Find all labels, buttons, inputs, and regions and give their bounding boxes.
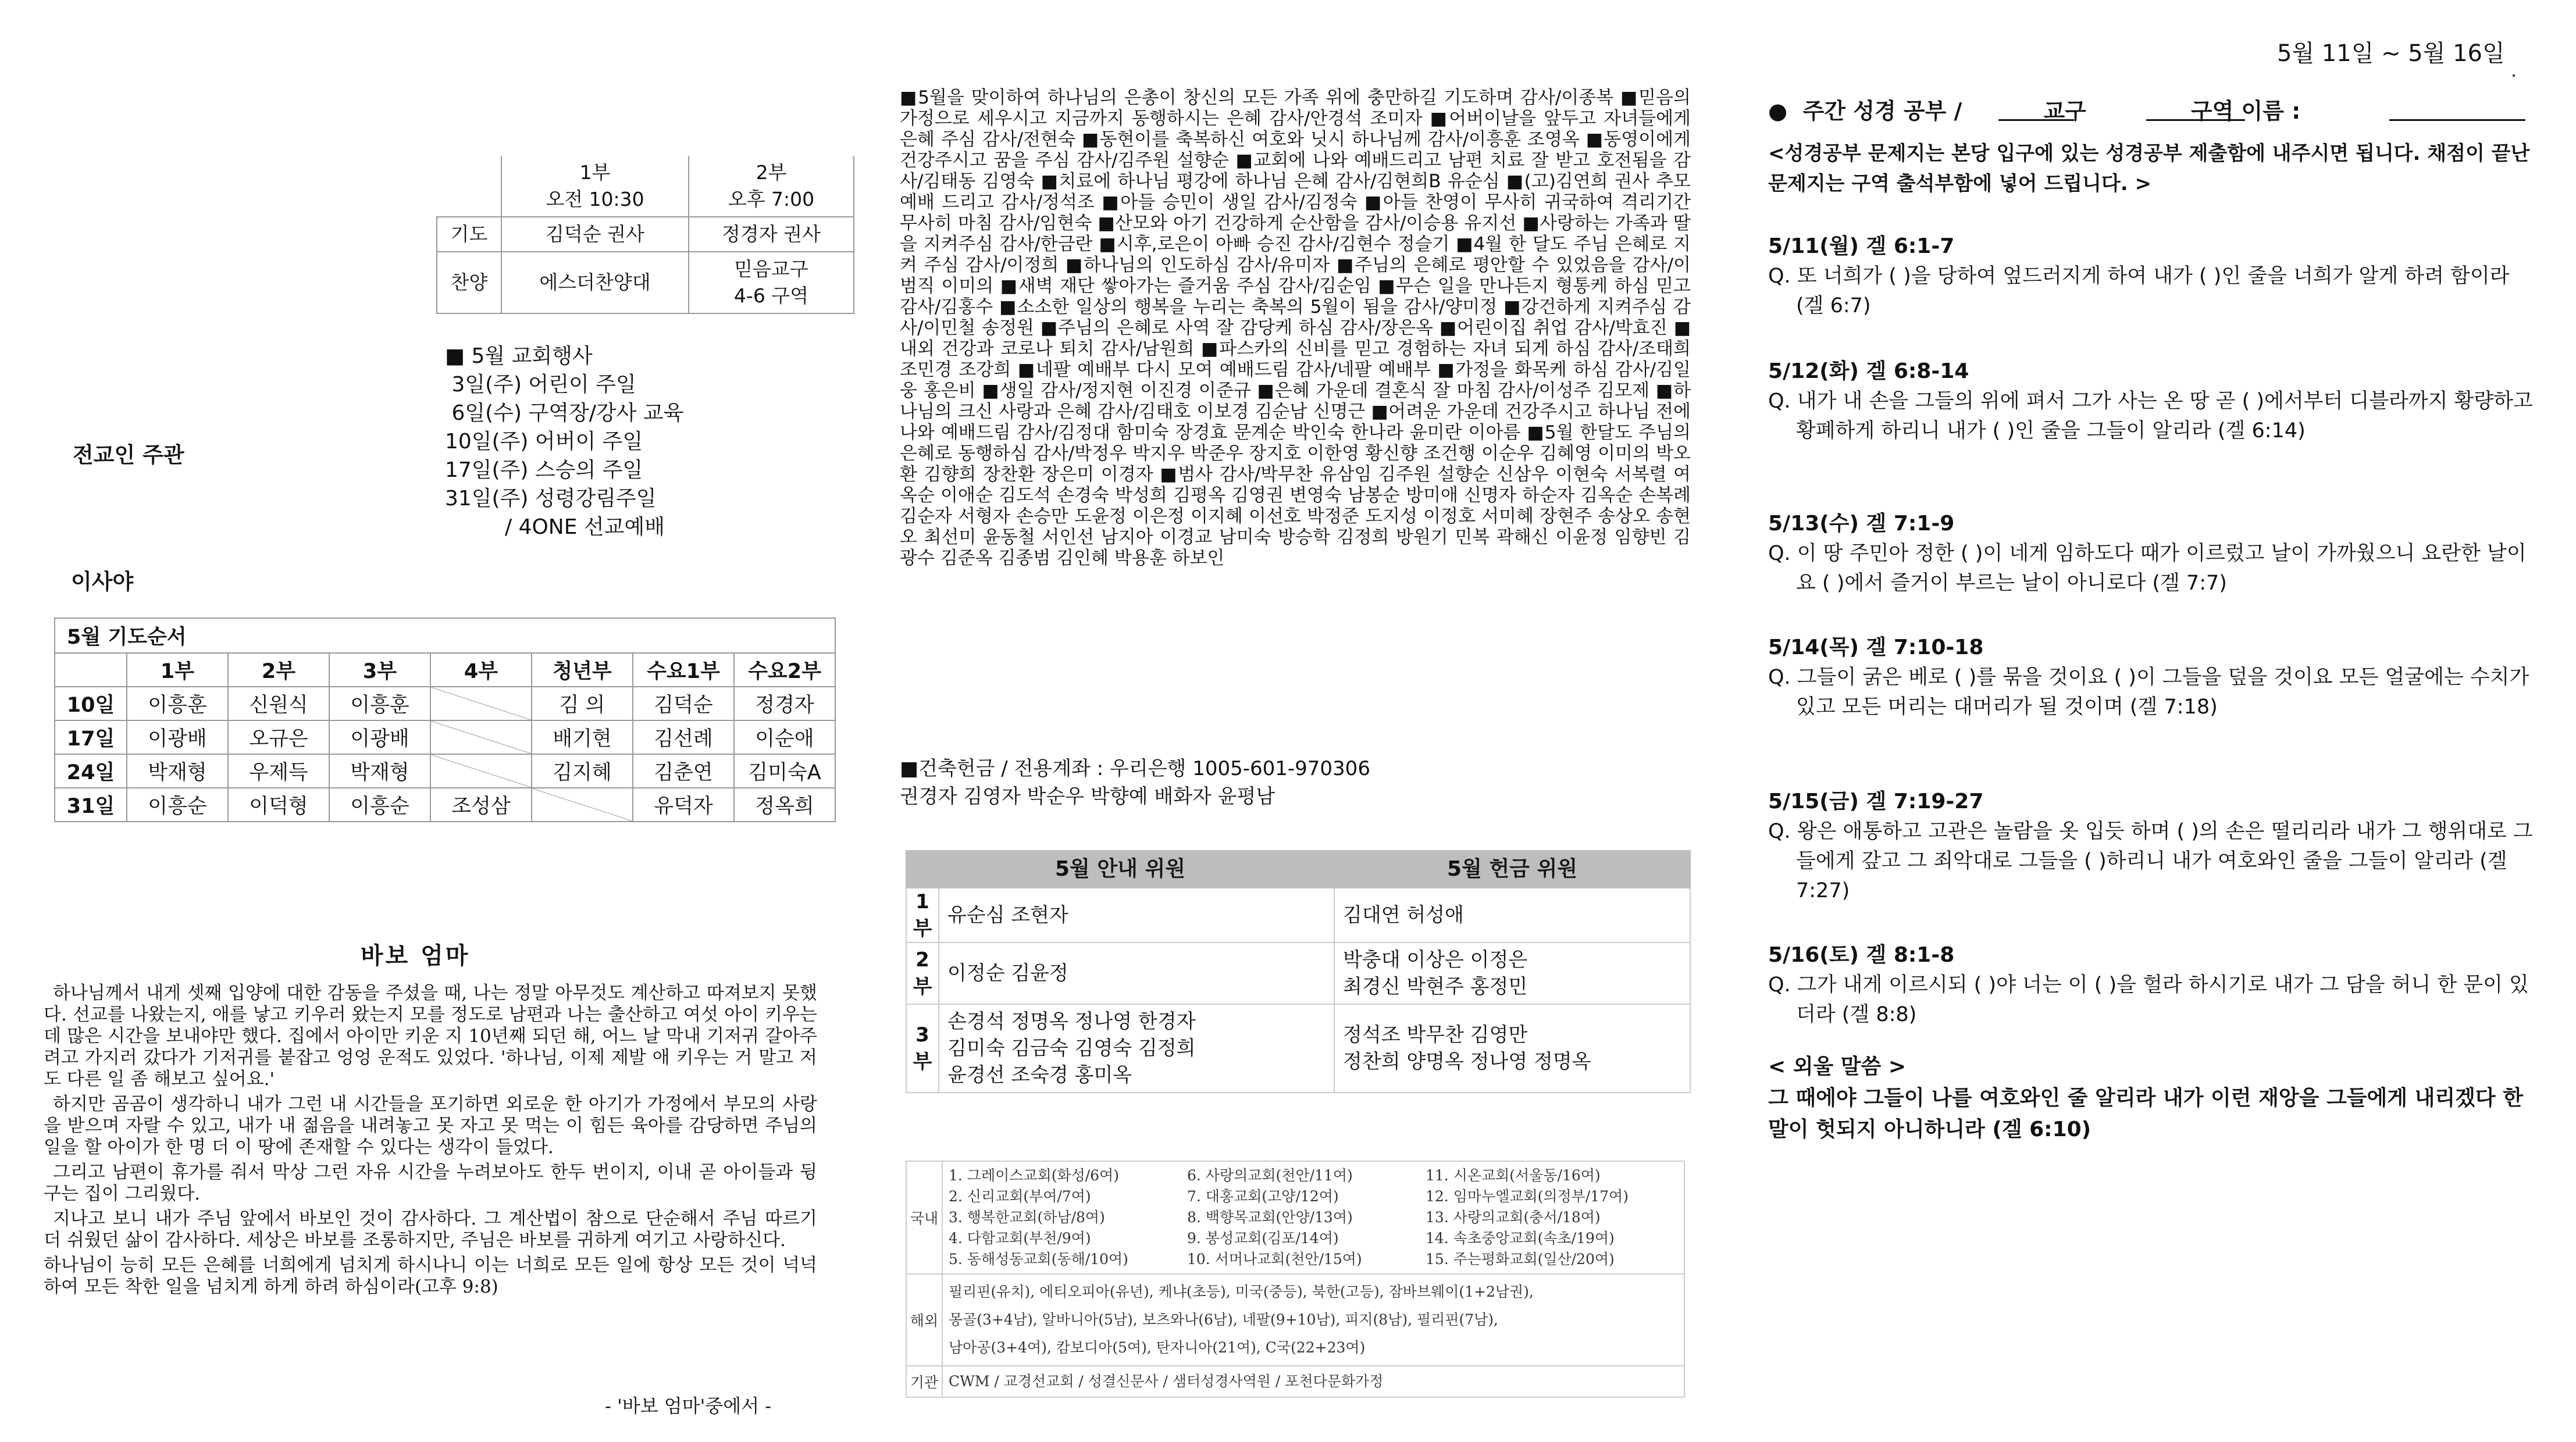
service-cell: 믿음교구 4-6 구역 [689,252,854,313]
missionary-label: 전교인 주관 [73,442,184,467]
table-row: 3부 손경석 정명옥 정나영 한경자 김미숙 김금숙 김영숙 김정희 윤경선 조숙경 홍미옥 정석조 박무찬 김영만 정찬희 양명옥 정나영 정명옥 [906,1004,1690,1093]
thanksgiving-list: ■5월을 맞이하여 하나님의 은총이 창신의 모든 가족 위에 충만하길 기도하며 감사/이종복 ■믿음의 가정으로 세우시고 지금까지 동행하시는 은혜 감사/안경석 조미자 ■어버이날을 앞두고 자녀들에게 은혜 주심 감사/전현숙 ■동현이를 축복하신 여호와 닛시 하나님께 감사/이흥훈 조영옥 ■동영이에게 건강주시고 꿈을 주심 감사/김주원 설향순 ■교회에 나와 예배드리고 남편 치료 잘 받고 호전됨을 감사/김태동 김영숙 ■치료에 하나님 평강에 하나님 은혜 감사/김현희B 유순심 ■(고)김연희 권사 추모예배 드리고 감사/정석조 ■아들 승민이 생일 감사/김정숙 ■아들 찬영이 무사히 귀국하여 격리기간 무사히 마침 감사/임현숙 ■산모와 아기 건강하게 순산함을 감사/이승용 유지선 ■사랑하는 가족과 딸을 지켜주심 감사/한금란 ■시후,로은이 아빠 승진 감사/김현수 정슬기 ■4월 한 달도 주님 은혜로 지켜 주심 감사/이정희 ■하나님의 인도하심 감사/유미자 ■주님의 은혜로 평안할 수 있었음을 감사/이범직 이미의 ■새벽 재단 쌓아가는 즐거움 주심 감사/김순임 ■무슨 일을 만나든지 형통케 하심 믿고 감사/김홍수 ■소소한 일상의 행복을 누리는 축복의 5월이 됨을 감사/양미정 ■강건하게 지켜주심 감사/이민철 송정원 ■주님의 은혜로 사역 잘 감당케 하심 감사/장은옥 ■어린이집 취업 감사/박효진 ■내외 건강과 코로나 퇴치 감사/남원희 ■파스카의 신비를 믿고 경험하는 자녀 되게 하심 감사/조태희 조민경 조강희 ■네팔 예배부 다시 모여 예배드림 감사/네팔 예배부 ■가정을 화목케 하심 감사/김일웅 홍은비 ■생일 감사/정지현 이진경 이준규 ■은혜 가운데 결혼식 잘 마침 감사/이성주 김모제 ■하나님의 크신 사랑과 은혜 감사/김태호 이보경 김순남 신명근 ■어려운 가운데 건강주시고 하나님 전에 나와 예배드림 감사/김정대 함미숙 장경효 문계순 박인숙 한나라 윤미란 이아름 ■5월 한달도 주님의 은혜로 동행하심 감사/박정우 박지우 박준우 장지호 이한영 황신향 조건행 이순우 김혜영 이미의 박오환 김향희 장찬환 장은미 이경자 ■범사 감사/박무찬 유삼임 김주원 설향순 신삼우 이현숙 서복렬 여옥순 이애순 김도석 손경숙 박성희 김평옥 김영권 변영숙 남봉순 방미애 신명자 하순자 김옥순 손복례 김순자 서형자 손승만 도윤정 이은정 이지혜 이선호 박정준 도지성 이정호 서미혜 장현주 송상오 송현오 최선미 윤동철 서인선 남지아 이경교 남미숙 방승학 김정희 방원기 민복 곽해신 이윤정 임향빈 김광수 김준옥 김종범 김인혜 박용훈 하보인 [900,87,1691,569]
study-day [1768,938,2536,1030]
guyeok-blank[interactable] [2146,119,2245,121]
table-row: 기관 CWM / 교경선교회 / 성결신문사 / 샘터성경사역원 / 포천다문화가정 [906,1366,1684,1397]
committee-table [906,850,1691,1093]
study-day [1768,631,2536,722]
building-offering [900,755,1370,811]
service-part-2: 2부 오후 7:00 [689,156,854,217]
event-line: 31일(주) 성령강림주일 [445,487,657,511]
essay-paragraph: 하나님께서 내게 셋째 입양에 대한 감동을 주셨을 때, 나는 정말 아무것도 계산하고 따져보지 못했다. 선교를 나왔는지, 애를 낳고 키우러 왔는지 모를 정도로 남편과 나는 출산하고 여섯 아이 키우는 데 많은 시간을 보내야만 했다. 집에서 아이만 키운 지 10년째 되던 해, 어느 날 막내 기저귀 갈아주려고 가지러 갔다가 기저귀를 붙잡고 엉엉 운적도 있었다. '하나님, 이제 제발 애 키우는 거 말고 저도 다른 일 좀 해보고 싶어요.' [44,983,817,1090]
table-row: 10일 이흥훈 신원식 이흥훈 김 의 김덕순 정경자 [55,687,835,720]
study-question: Q. 또 너희가 ( )을 당하여 엎드러지게 하여 내가 ( )인 줄을 너희가 알게 하려 함이라 (겔 6:7) [1768,265,2510,317]
study-question: Q. 그가 내게 이르시되 ( )야 너는 이 ( )을 헐라 하시기로 내가 그 담을 허니 한 문이 있더라 (겔 8:8) [1768,973,2529,1026]
study-day [1768,785,2536,906]
study-question: Q. 그들이 굵은 베로 ( )를 묶을 것이요 ( )이 그들을 덮을 것이요 모든 얼굴에는 수치가 있고 모든 머리는 대머리가 될 것이며 (겔 7:18) [1768,666,2529,719]
essay-paragraph: 지나고 보니 내가 주님 앞에서 바보인 것이 감사하다. 그 계산법이 참으로 단순해서 주님 따르기 더 쉬웠던 삶이 감사하다. 세상은 바보를 조롱하지만, 주님은 바보를 귀하게 여기고 사랑하신다. [44,1208,817,1251]
essay-title: 바보 엄마 [361,943,471,969]
prayer-title: 5월 기도순서 [55,618,835,653]
usher-header: 5월 안내 위원 [906,851,1334,888]
service-table [436,156,854,314]
event-line: 3일(주) 어린이 주일 [445,373,636,397]
essay-paragraph: 그리고 남편이 휴가를 줘서 막상 그런 자유 시간을 누려보아도 한두 번이지, 이내 곧 아이들과 뒹구는 집이 그리웠다. [44,1162,817,1204]
building-donors: 권경자 김영자 박순우 박향예 배화자 윤평남 [900,785,1275,808]
church-events [445,342,683,541]
events-title: ■ 5월 교회행사 [445,344,593,368]
moving-label: 이사야 [71,569,134,594]
study-day-title: 5/13(수) 겔 7:1-9 [1768,512,1955,536]
study-day-title: 5/11(월) 겔 6:1-7 [1768,234,1955,258]
event-line: 6일(수) 구역장/강사 교육 [445,401,684,425]
study-question: Q. 왕은 애통하고 고관은 놀람을 옷 입듯 하며 ( )의 손은 떨리리라 내가 그 행위대로 그들에게 갚고 그 죄악대로 그들을 ( )하리니 내가 여호와인 줄을 그들이 알리라 (겔 7:27) [1768,820,2533,902]
study-day [1768,507,2536,598]
essay-paragraph: 하지만 곰곰이 생각하니 내가 그런 내 시간들을 포기하면 외로운 한 아기가 가정에서 부모의 사랑을 받으며 자랄 수 있고, 내가 내 젊음을 내려놓고 못 자고 못 먹는 이 힘든 육아를 감당하면 주님의 일을 할 아이가 한 명 더 이 땅에 존재할 수 있다는 생각이 들었다. [44,1094,817,1158]
table-row: 1부 유순심 조현자 김대연 허성애 [906,888,1690,943]
name-blank[interactable] [2389,119,2525,121]
study-day-title: 5/15(금) 겔 7:19-27 [1768,790,1984,813]
table-row: 31일 이흥순 이덕형 이흥순 조성삼 유덕자 정옥희 [55,788,835,822]
service-cell: 정경자 권사 [689,217,854,252]
study-day [1768,355,2536,446]
study-day-title: 5/14(목) 겔 7:10-18 [1768,636,1984,659]
table-row: 국내 1. 그레이스교회(화성/6여) 2. 신리교회(부여/7여) 3. 행복한교회(하남/8여) 4. 다함교회(부천/9여) 5. 동해성동교회(동해/10여) 6. 사랑의교회(천안/11여) 7. 대홍교회(고양/12여) 8. 백향목교회(안양/13여) 9. 봉성교회(김포/14여) 10. 서머나교회(천안/15여) 11. 시온교회(서울동/16여) 12. 임마누엘교회(의정부/17여) 13. 사랑의교회(충서/18여) 14. 속초중앙교회(속초/19여) 15. 주는평화교회(일산/20여) [906,1161,1684,1274]
bible-study-heading: ● 주간 성경 공부 / 교구 구역 이름 : [1768,98,2301,124]
table-row: 24일 박재형 우제득 박재형 김지혜 김춘연 김미숙A [55,754,835,788]
service-row-label: 찬양 [437,252,501,313]
gyogu-blank[interactable] [1998,119,2074,121]
study-day-title: 5/12(화) 겔 6:8-14 [1768,359,1969,383]
table-row: 해외 필리핀(유치), 에티오피아(유년), 케냐(초등), 미국(중등), 북한(고등), 잠바브웨이(1+2남권), 몽골(3+4남), 알바니아(5남), 보츠와나(6남), 네팔(9+10남), 피지(8남), 필리핀(7남), 남아공(3+4여), 캄보디아(5여), 탄자니아(21여), C국(22+23여) [906,1274,1684,1366]
date-range: 5월 11일 ~ 5월 16일 [2277,40,2505,67]
event-line: 10일(주) 어버이 주일 [445,430,643,454]
service-cell: 김덕순 권사 [501,217,689,252]
study-question: Q. 내가 내 손을 그들의 위에 펴서 그가 사는 온 땅 곧 ( )에서부터 디블라까지 황량하고 황폐하게 하리니 내가 ( )인 줄을 그들이 알리라 (겔 6:14) [1768,390,2533,442]
event-line: / 4ONE 선교예배 [445,515,665,539]
mission-support-table [906,1161,1685,1398]
dot-mark [2513,74,2515,77]
service-part-1: 1부 오전 10:30 [501,156,689,217]
memory-verse-heading: < 외울 말씀 > [1768,1055,1907,1079]
event-line: 17일(주) 스승의 주일 [445,458,643,482]
table-row: 2부 이정순 김윤정 박충대 이상은 이정은 최경신 박현주 홍정민 [906,943,1690,1004]
essay-paragraph: 하나님이 능히 모든 은혜를 너희에게 넘치게 하시나니 이는 너희로 모든 일에 항상 모든 것이 넉넉하여 모든 착한 일을 넘치게 하게 하려 하심이라(고후 9:8) [44,1255,817,1297]
service-row-label: 기도 [437,217,501,252]
submission-notice: <성경공부 문제지는 본당 입구에 있는 성경공부 제출함에 내주시면 됩니다. 채점이 끝난 문제지는 구역 출석부함에 넣어 드립니다. > [1768,142,2530,195]
study-day [1768,230,2536,321]
memory-verse: 그 때에야 그들이 나를 여호와인 줄 알리라 내가 이런 재앙을 그들에게 내리겠다 한 말이 헛되지 아니하니라 (겔 6:10) [1768,1086,2524,1141]
bank-account: ■건축헌금 / 전용계좌 : 우리은행 1005-601-970306 [900,757,1370,780]
essay-body [44,983,817,1301]
table-row: 17일 이광배 오규은 이광배 배기현 김선례 이순애 [55,720,835,754]
study-question: Q. 이 땅 주민아 정한 ( )이 네게 임하도다 때가 이르렀고 날이 가까웠으니 요란한 날이요 ( )에서 즐거이 부르는 날이 아니로다 (겔 7:7) [1768,542,2527,595]
offering-header: 5월 헌금 위원 [1334,851,1690,888]
study-day-title: 5/16(토) 겔 8:1-8 [1768,943,1955,967]
service-cell: 에스더찬양대 [501,252,689,313]
essay-source: - '바보 엄마'중에서 - [605,1395,772,1417]
prayer-schedule-table: 5월 기도순서 1부 2부 3부 4부 청년부 수요1부 수요2부 10일 이흥훈 신원식 이흥훈 김 의 김덕순 정경자 17일 이광배 오규은 이광배 배기현 김선례 이순애 24일 박재형 우제득 박재형 김지혜 김춘연 김미숙A 31일 이흥순 이덕형 이흥순 조성삼 유덕자 정옥희 [54,618,836,822]
